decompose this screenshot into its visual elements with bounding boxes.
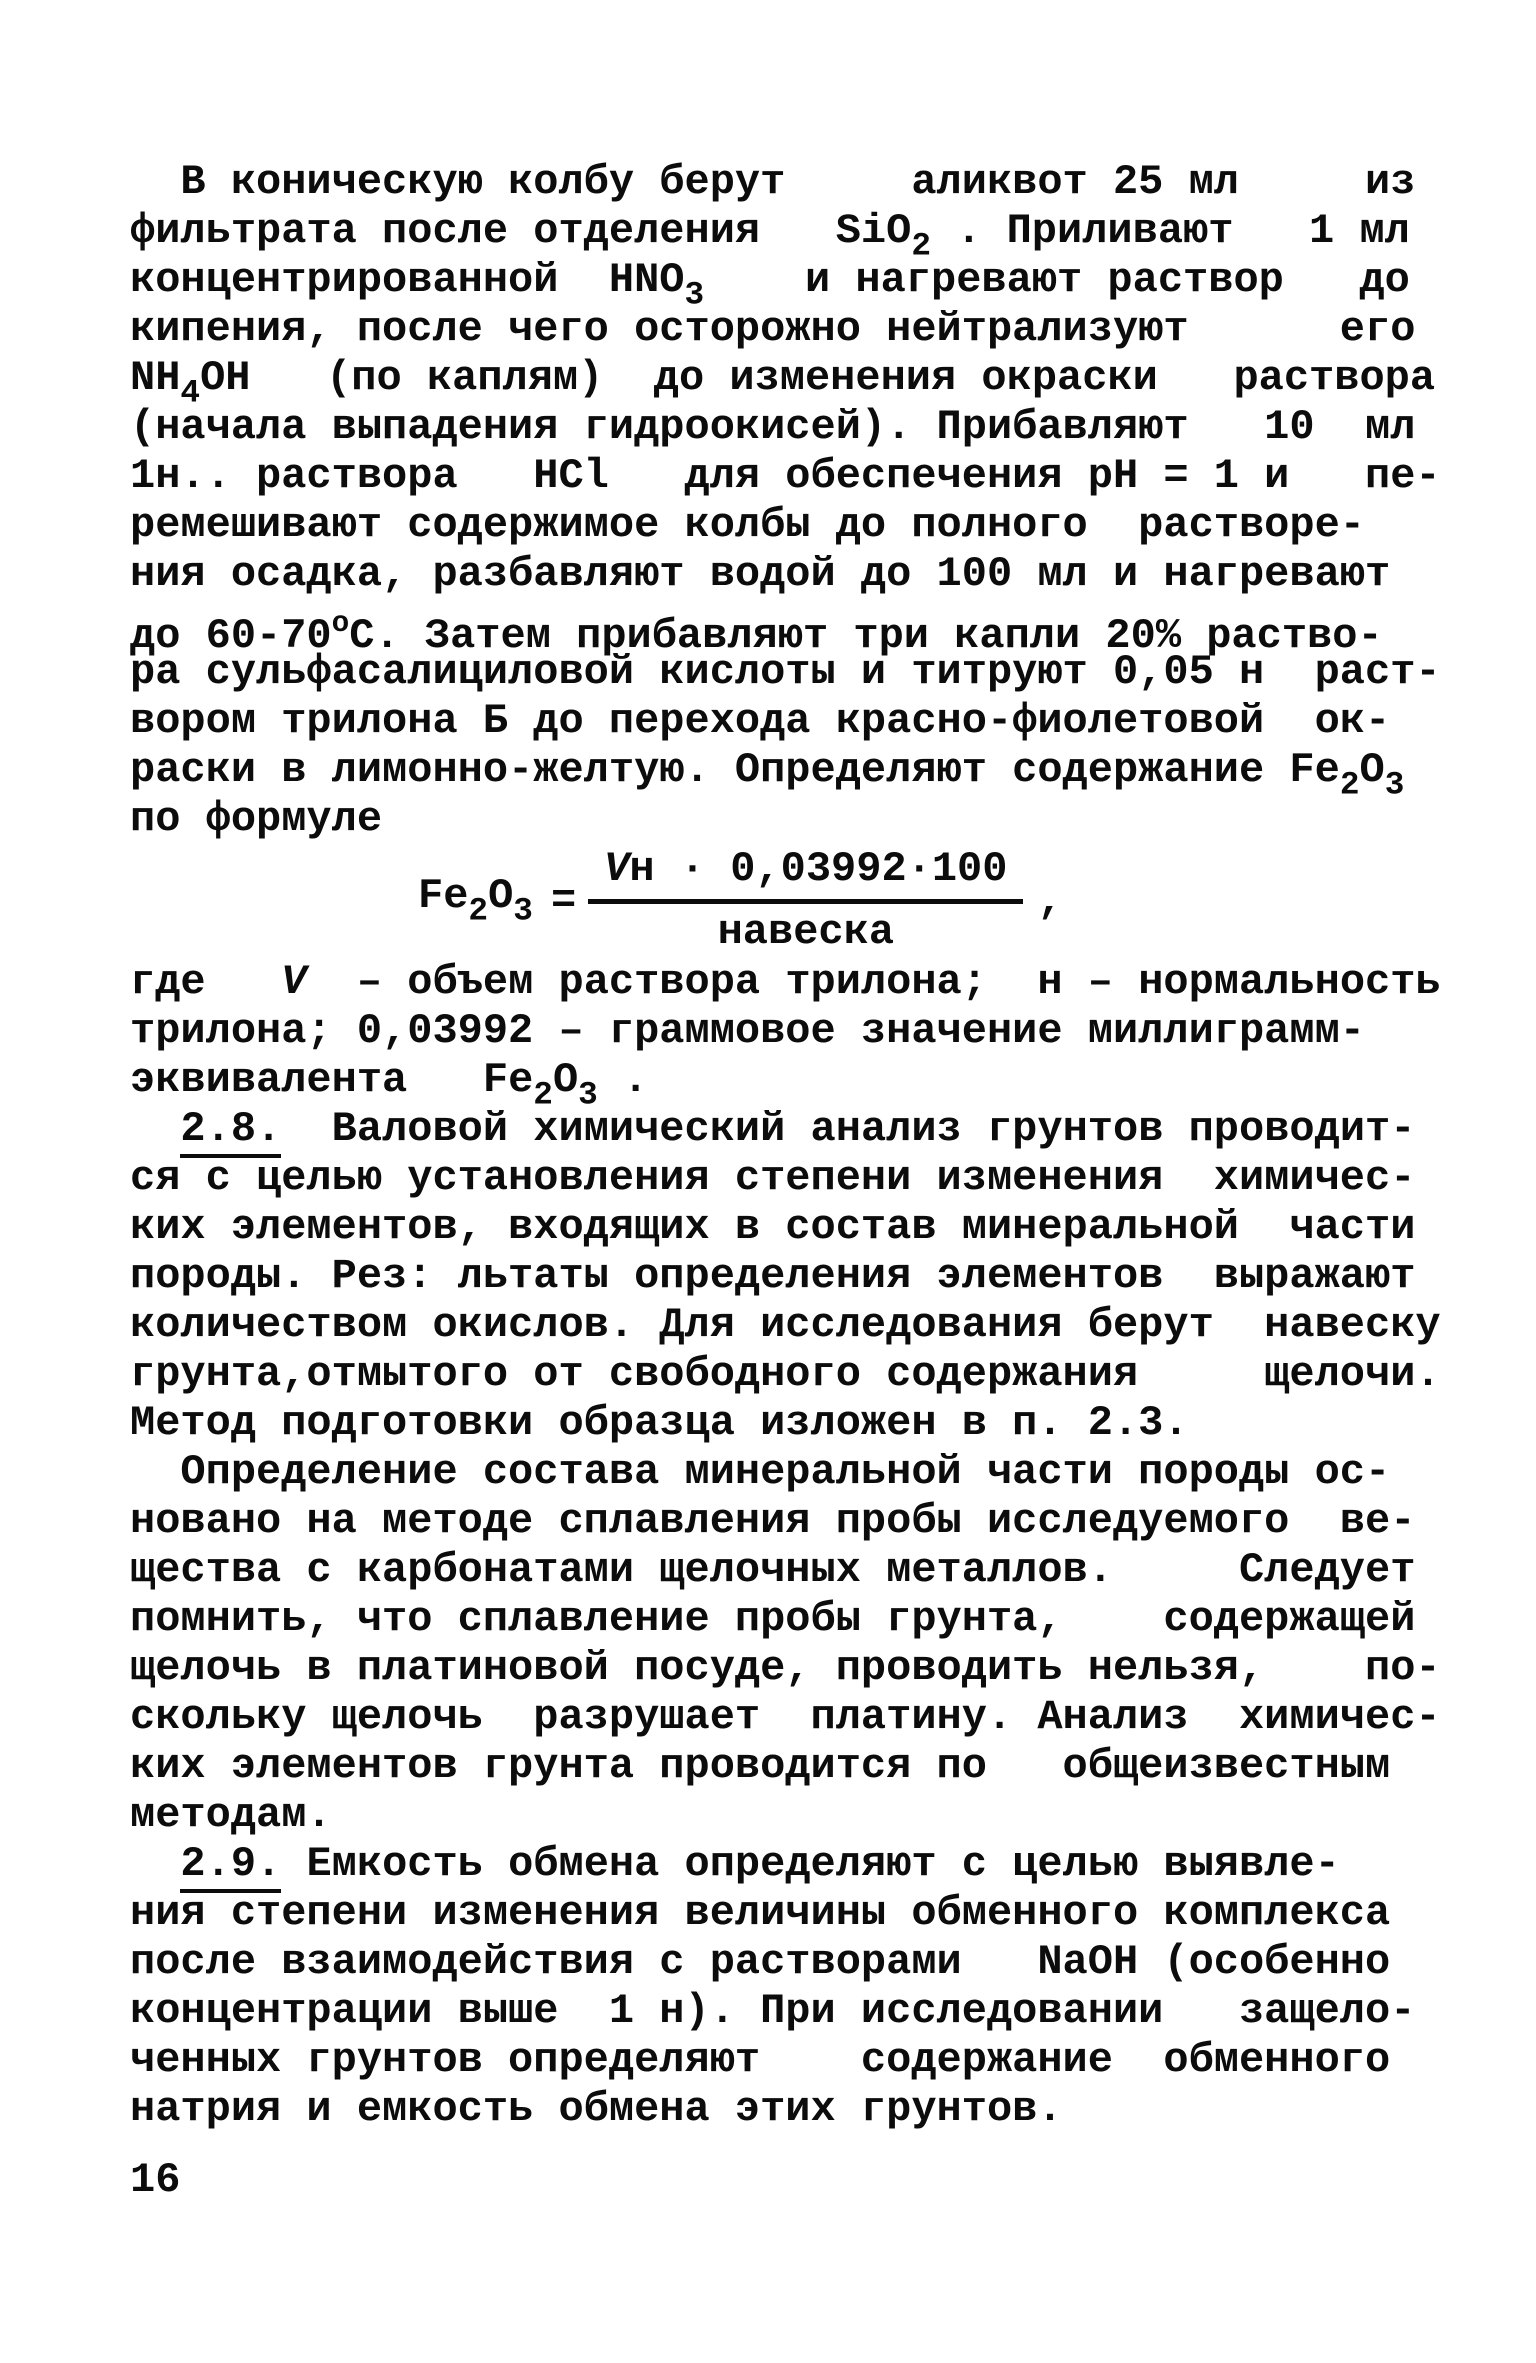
text-segment: Fe: [482, 1056, 534, 1104]
text-segment: щелочь в платиновой посуде, проводить нельзя, по-: [130, 1644, 1441, 1692]
text-segment: раски в лимонно-желтую. Определяют содержание: [130, 746, 1290, 794]
text-segment: после взаимодействия с растворами NaOH (особенно: [130, 1938, 1391, 1986]
text-segment: н: [629, 845, 655, 893]
text-segment: Валовой химический анализ грунтов проводит-: [281, 1105, 1416, 1153]
page-number: 16: [130, 2156, 181, 2204]
text-line: [130, 599, 1506, 661]
text-segment: ких элементов, входящих в состав минеральной части: [130, 1203, 1416, 1251]
text-segment: количеством окислов. Для исследования берут навеску: [130, 1301, 1441, 1349]
text-segment: [130, 1105, 180, 1153]
text-segment: · 0,03992·100: [654, 845, 1008, 893]
formula-lhs: [418, 872, 533, 929]
text-segment: методам.: [130, 1791, 332, 1839]
subscript: 3: [684, 276, 705, 314]
italic-variable: V: [604, 845, 630, 893]
text-line: [130, 1203, 1506, 1252]
text-segment: фильтрата после отделения SiO: [130, 207, 912, 255]
text-line: [130, 1938, 1506, 1987]
text-segment: до 60-70: [130, 612, 332, 661]
text-segment: новано на методе сплавления пробы исследуемого ве-: [130, 1497, 1416, 1545]
text-line: [130, 958, 1506, 1007]
fe2o3-formula: [418, 844, 1506, 958]
text-line: [130, 354, 1506, 412]
superscript: о: [331, 607, 350, 640]
text-line: [130, 1154, 1506, 1203]
subscript: 3: [1384, 766, 1405, 804]
text-line: [130, 452, 1506, 501]
paragraph-block-bottom: [130, 958, 1506, 2134]
underlined-section-number: 2.9.: [180, 1840, 281, 1893]
text-segment: Метод подготовки образца изложен в п. 2.3.: [130, 1399, 1189, 1447]
text-segment: эквивалента: [130, 1056, 483, 1104]
text-line: [130, 1448, 1506, 1497]
text-segment: концентрации выше 1 н). При исследовании защело-: [130, 1987, 1416, 2035]
text-segment: ния степени изменения величины обменного комплекса: [130, 1889, 1391, 1937]
text-line: [130, 1497, 1506, 1546]
text-segment: щества с карбонатами щелочных металлов. Следует: [130, 1546, 1416, 1594]
text-line: [130, 648, 1506, 697]
text-segment: (начала выпадения гидроокисей). Прибавляют 10 мл: [130, 403, 1416, 451]
text-segment: и нагревают раствор до: [704, 256, 1410, 304]
text-line: [130, 1105, 1506, 1154]
text-segment: породы. Рез: льтаты определения элементов выражают: [130, 1252, 1416, 1300]
text-segment: натрия и емкость обмена этих грунтов.: [130, 2085, 1063, 2133]
paragraph-block-top: [130, 158, 1506, 844]
text-segment: концентрированной HNO: [130, 256, 685, 304]
text-segment: ремешивают содержимое колбы до полного растворе-: [130, 501, 1366, 549]
text-segment: ких элементов грунта проводится по общеизвестным: [130, 1742, 1391, 1790]
text-line: [130, 1595, 1506, 1644]
text-segment: трилона; 0,03992 – граммовое значение миллиграмм-: [130, 1007, 1366, 1055]
text-line: [130, 1350, 1506, 1399]
text-line: [130, 158, 1506, 207]
text-line: [130, 1056, 1506, 1114]
text-segment: по формуле: [130, 795, 383, 843]
subscript: 2: [533, 1076, 553, 1114]
text-segment: O: [552, 1056, 579, 1104]
fraction-numerator: [588, 845, 1023, 904]
text-segment: Емкость обмена определяют с целью выявле-: [281, 1840, 1340, 1888]
text-segment: С. Затем прибавляют три капли 20% раство-: [349, 612, 1383, 661]
text-segment: ченных грунтов определяют содержание обменного: [130, 2036, 1391, 2084]
text-segment: 1н.. раствора HCl для обеспечения рН = 1 и пе-: [130, 452, 1441, 500]
text-line: [130, 207, 1506, 265]
text-line: [130, 305, 1506, 354]
text-segment: Fe: [1289, 746, 1340, 794]
text-segment: где: [130, 958, 282, 1006]
text-line: [130, 1546, 1506, 1595]
text-segment: .: [597, 1056, 649, 1104]
text-segment: грунта,отмытого от свободного содержания щелочи.: [130, 1350, 1441, 1398]
text-segment: скольку щелочь разрушает платину. Анализ химичес-: [130, 1693, 1441, 1741]
text-segment: . Приливают 1 мл: [930, 207, 1410, 255]
formula-comma: ,: [1037, 877, 1063, 925]
subscript: 2: [468, 892, 489, 930]
text-segment: O: [488, 872, 514, 921]
text-line: [130, 795, 1506, 844]
italic-variable: V: [281, 958, 307, 1006]
text-line: [130, 1644, 1506, 1693]
text-line: [130, 403, 1506, 452]
text-segment: кипения, после чего осторожно нейтрализуют его: [130, 305, 1416, 353]
fraction-denominator: навеска: [717, 908, 895, 956]
text-line: [130, 1007, 1506, 1056]
text-line: [130, 1889, 1506, 1938]
text-segment: – объем раствора трилона; н – нормальность: [306, 958, 1441, 1006]
text-segment: NH: [130, 354, 181, 402]
text-segment: Fe: [418, 872, 469, 921]
fraction: [588, 845, 1023, 957]
text-line: [130, 1252, 1506, 1301]
text-segment: [130, 1840, 180, 1888]
equals-sign: =: [550, 877, 577, 925]
text-line: [130, 1301, 1506, 1350]
text-line: [130, 1399, 1506, 1448]
text-line: [130, 1840, 1506, 1889]
subscript: 2: [911, 227, 931, 265]
subscript: 3: [578, 1076, 598, 1114]
text-segment: помнить, что сплавление пробы грунта, содержащей: [130, 1595, 1416, 1643]
text-line: [130, 2036, 1506, 2085]
subscript: 4: [180, 374, 201, 412]
text-segment: В коническую колбу берут аликвот 25 мл из: [130, 158, 1416, 206]
text-line: [130, 1742, 1506, 1791]
text-line: [130, 1987, 1506, 2036]
text-segment: вором трилона Б до перехода красно-фиолетовой ок-: [130, 697, 1391, 745]
underlined-section-number: 2.8.: [180, 1105, 281, 1158]
text-segment: Определение состава минеральной части породы ос-: [130, 1448, 1391, 1496]
text-line: [130, 697, 1506, 746]
text-line: [130, 2085, 1506, 2134]
text-line: [130, 746, 1506, 804]
subscript: 3: [513, 892, 533, 930]
text-segment: ся с целью установления степени изменения химичес-: [130, 1154, 1416, 1202]
text-segment: ния осадка, разбавляют водой до 100 мл и нагревают: [130, 550, 1391, 598]
text-line: [130, 501, 1506, 550]
text-segment: OH (по каплям) до изменения окраски раствора: [200, 354, 1436, 402]
text-line: [130, 550, 1506, 599]
text-segment: O: [1359, 746, 1385, 794]
text-segment: ра сульфасалициловой кислоты и титруют 0,05 н раст-: [130, 648, 1441, 696]
subscript: 2: [1339, 766, 1360, 804]
text-line: [130, 256, 1506, 314]
text-line: [130, 1693, 1506, 1742]
text-line: [130, 1791, 1506, 1840]
